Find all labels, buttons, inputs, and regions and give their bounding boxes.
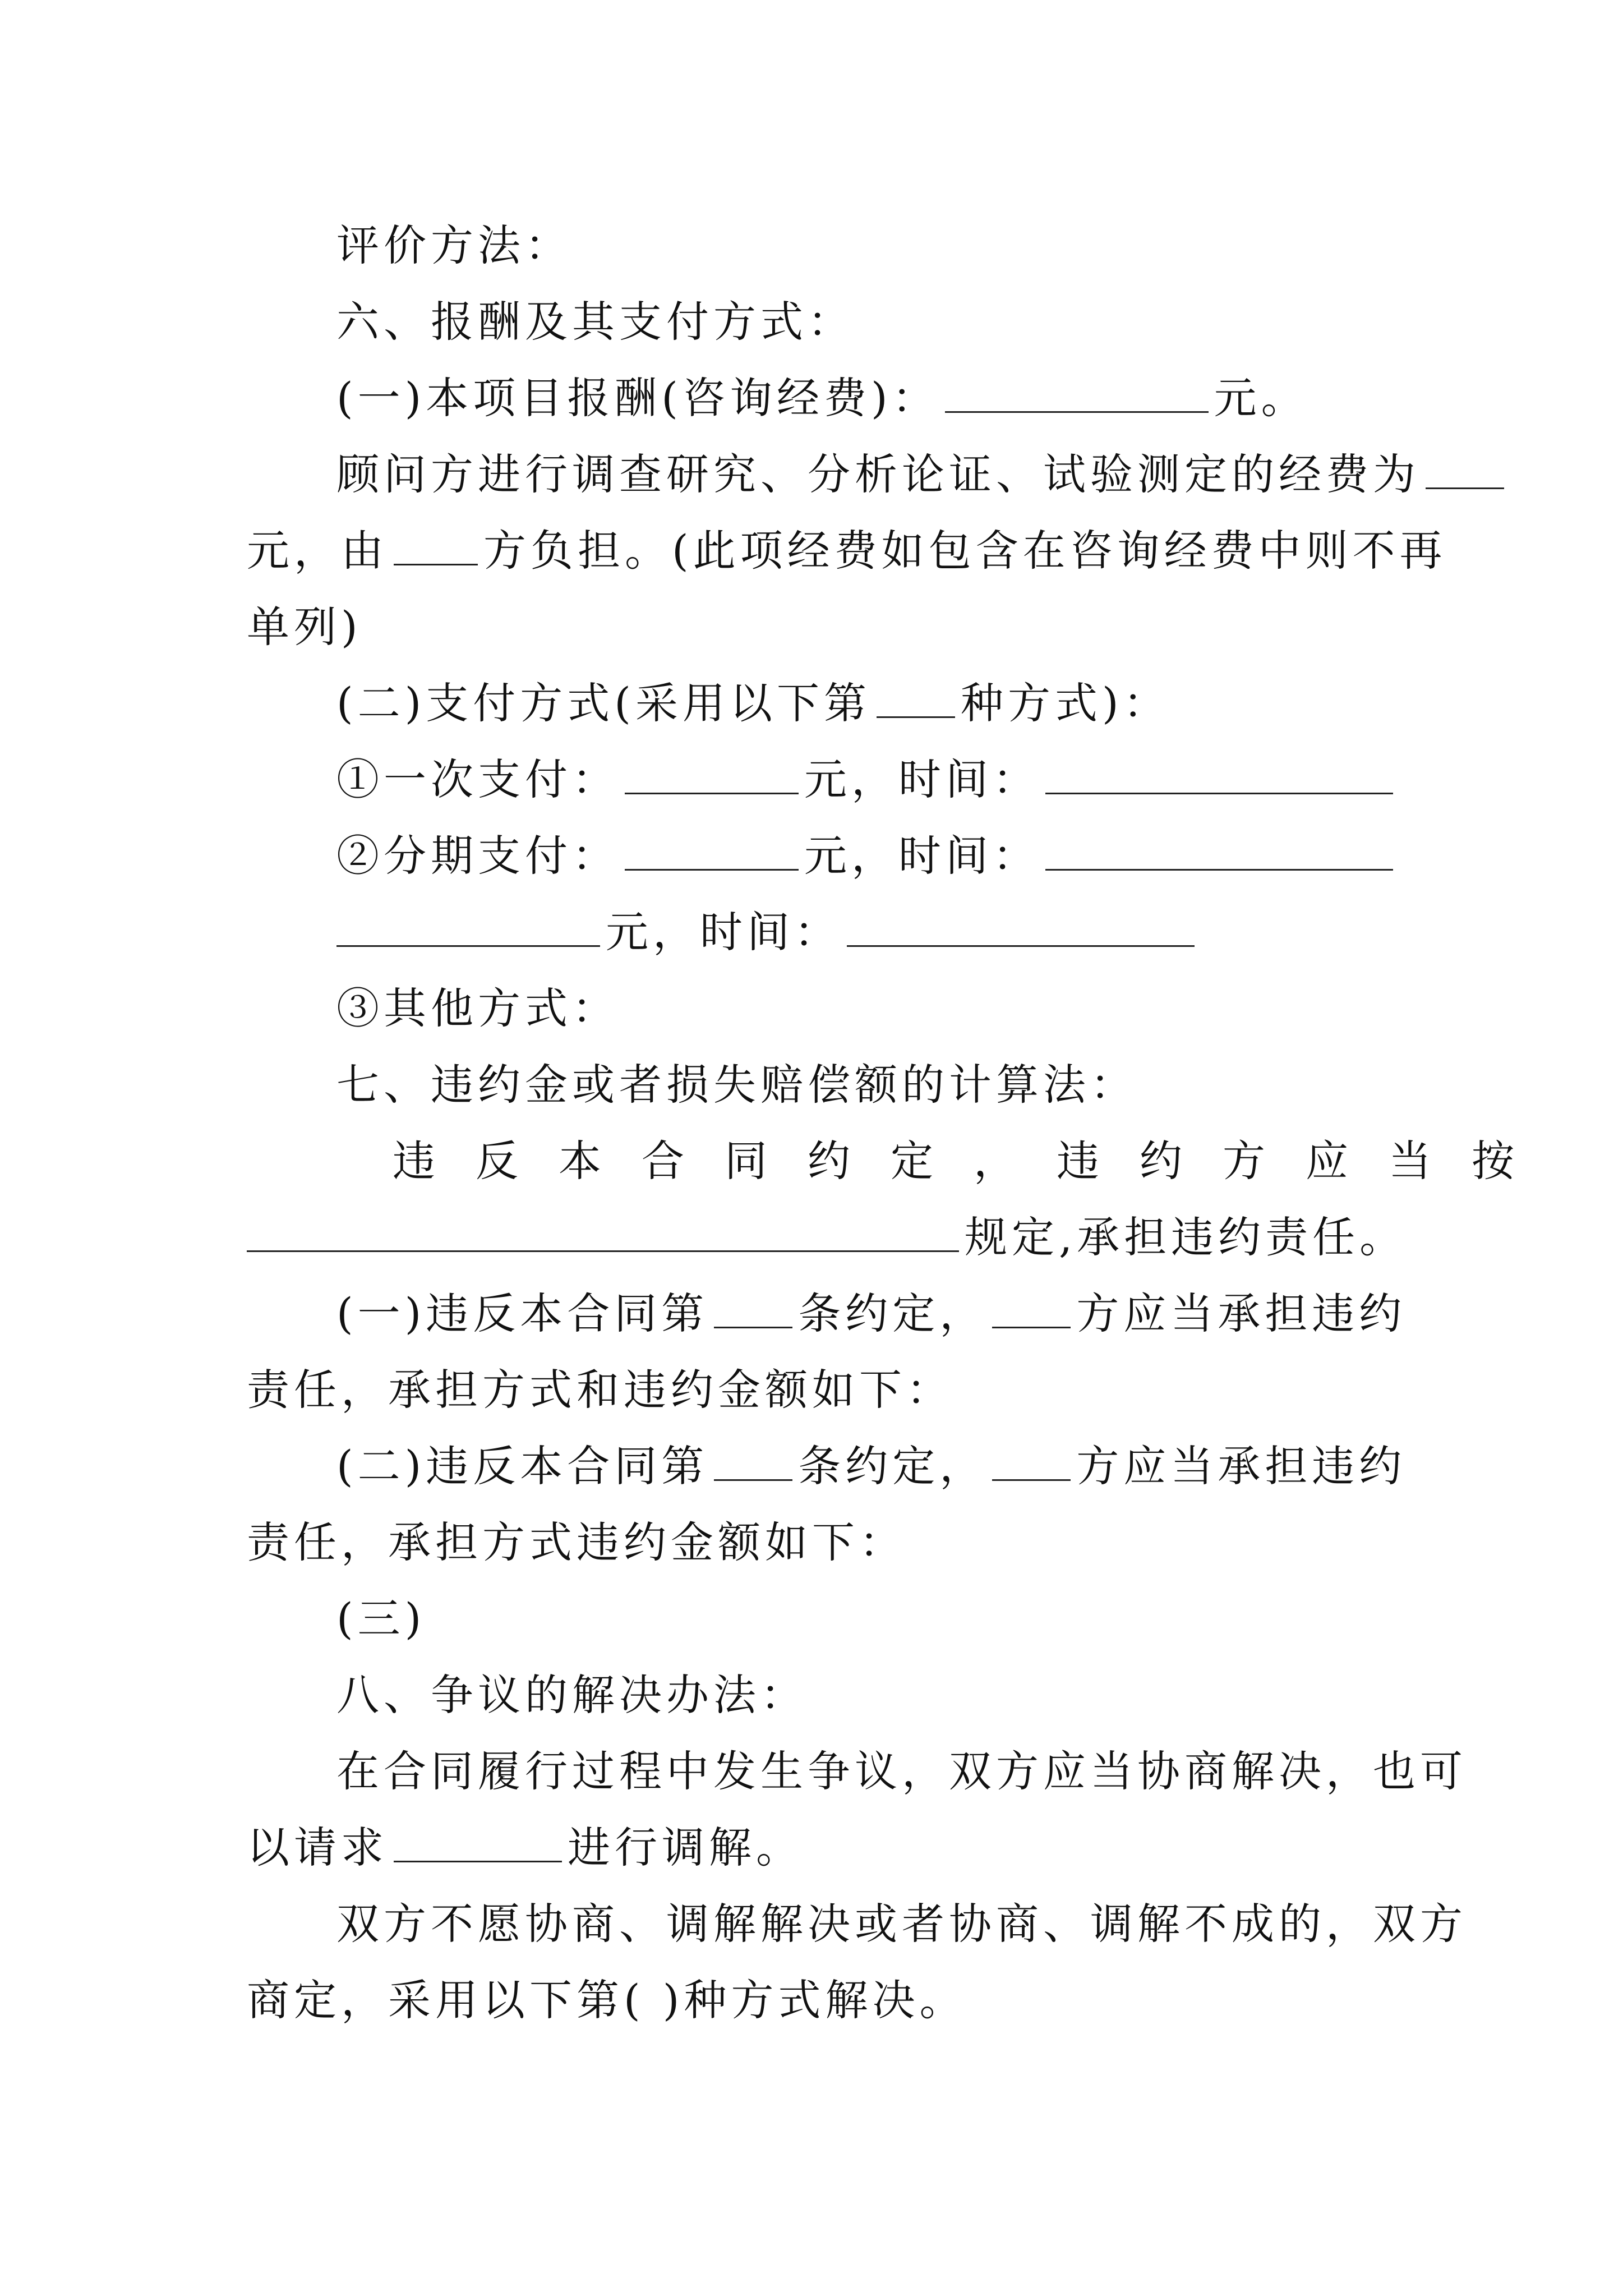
research-line-2 xyxy=(247,523,1447,579)
section6-heading: 六、报酬及其支付方式： xyxy=(336,297,855,347)
item2-prefix: (二)违反本合同第 xyxy=(336,1441,709,1491)
payment-method-line xyxy=(336,675,1170,731)
lump-sum-line xyxy=(336,752,1399,808)
fee-amount-blank[interactable] xyxy=(945,376,1209,413)
dispute-line-1: 在合同履行过程中发生争议，双方应当协商解决，也可 xyxy=(336,1746,1467,1796)
installment-time-blank[interactable] xyxy=(1045,834,1393,871)
dispute-line-3: 双方不愿协商、调解解决或者协商、调解不成的，双方 xyxy=(336,1899,1467,1949)
item2-party-blank[interactable] xyxy=(992,1444,1071,1481)
research-party-blank[interactable] xyxy=(394,529,478,565)
item1-suffix: 方应当承担违约 xyxy=(1076,1289,1407,1338)
item2-mid: 条约定， xyxy=(798,1441,987,1491)
fee-label: (一)本项目报酬(咨询经费)： xyxy=(336,373,939,423)
section7-heading: 七、违约金或者损失赔偿额的计算法： xyxy=(336,1060,1137,1110)
research-text-2b: 方负担。(此项经费如包含在咨询经费中则不再 xyxy=(483,526,1447,576)
installment-amount-blank[interactable] xyxy=(625,834,799,871)
dispute-line-4: 商定，采用以下第( )种方式解决。 xyxy=(247,1975,967,2025)
installment2-time-blank[interactable] xyxy=(847,910,1195,947)
item1-party-blank[interactable] xyxy=(992,1292,1071,1328)
payment-method-blank[interactable] xyxy=(877,682,955,718)
research-amount-blank[interactable] xyxy=(1426,453,1504,489)
lump-sum-time-blank[interactable] xyxy=(1045,758,1393,794)
installment2-amount-blank[interactable] xyxy=(336,910,600,947)
dispute-line-2 xyxy=(247,1820,803,1876)
research-line-3: 单列) xyxy=(247,602,362,652)
installment-label: ②分期支付： xyxy=(336,831,619,881)
other-method-text: ③其他方式： xyxy=(336,983,619,1033)
fee-unit: 元。 xyxy=(1214,373,1308,423)
dispute-line-2a: 以请求 xyxy=(247,1823,388,1872)
item2-clause-blank[interactable] xyxy=(714,1444,792,1481)
breach-line-2 xyxy=(247,1209,1407,1266)
breach-item2-line xyxy=(336,1438,1406,1494)
installment-line-2 xyxy=(331,904,1200,960)
research-text-2a: 元，由 xyxy=(247,526,388,576)
item2-suffix: 方应当承担违约 xyxy=(1076,1441,1407,1491)
installment-line xyxy=(336,828,1399,884)
lump-sum-yuan-time: 元，时间： xyxy=(804,754,1040,804)
breach-line-1: 违反本合同约定，违约方应当按 xyxy=(393,1136,1555,1186)
lump-sum-label: ①一次支付： xyxy=(336,754,619,804)
item1-mid: 条约定， xyxy=(798,1289,987,1338)
breach-item1-line2: 责任，承担方式和违约金额如下： xyxy=(247,1365,953,1415)
section8-heading: 八、争议的解决办法： xyxy=(336,1670,808,1720)
installment2-yuan-time: 元，时间： xyxy=(606,907,841,957)
payment-method-prefix: (二)支付方式(采用以下第 xyxy=(336,678,871,728)
breach-item1-line xyxy=(336,1286,1406,1342)
eval-method-text: 评价方法： xyxy=(336,220,572,270)
breach-line-2-text: 规定,承担违约责任。 xyxy=(965,1212,1407,1262)
breach-item3: (三) xyxy=(336,1594,426,1644)
item1-clause-blank[interactable] xyxy=(714,1292,792,1328)
dispute-line-2b: 进行调解。 xyxy=(568,1823,803,1872)
lump-sum-amount-blank[interactable] xyxy=(625,758,799,794)
mediator-blank[interactable] xyxy=(394,1826,562,1862)
payment-method-suffix: 种方式)： xyxy=(960,678,1170,728)
breach-item2-line2: 责任，承担方式违约金额如下： xyxy=(247,1517,906,1567)
installment-yuan-time: 元，时间： xyxy=(804,831,1040,881)
fee-line xyxy=(336,370,1308,426)
breach-rule-blank[interactable] xyxy=(247,1216,959,1252)
research-line-1 xyxy=(336,447,1504,503)
item1-prefix: (一)违反本合同第 xyxy=(336,1289,709,1338)
research-text-1: 顾问方进行调查研究、分析论证、试验测定的经费为 xyxy=(336,449,1420,499)
